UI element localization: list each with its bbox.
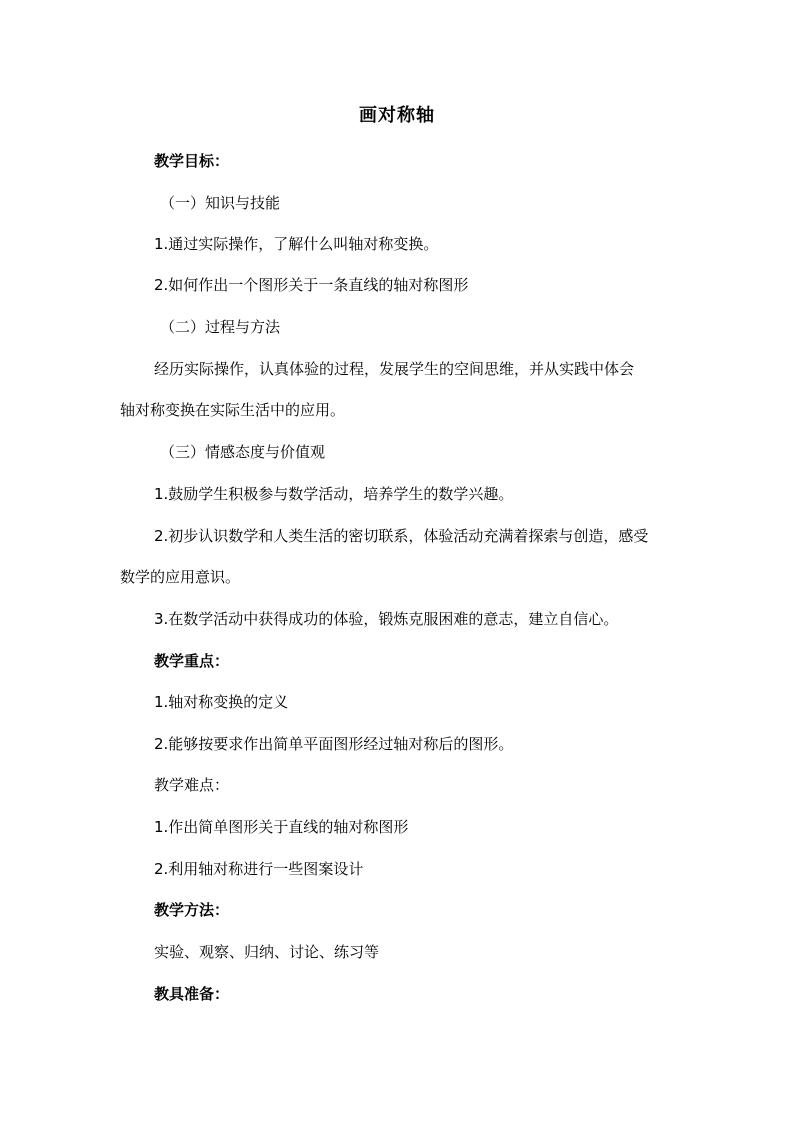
key-points-item-1: 1.轴对称变换的定义: [154, 693, 289, 711]
difficult-points-item-2: 2.利用轴对称进行一些图案设计: [154, 860, 364, 878]
materials-heading: 教具准备：: [154, 985, 230, 1003]
difficult-points-item-1: 1.作出简单图形关于直线的轴对称图形: [154, 818, 409, 836]
section3-item-1: 1.鼓励学生积极参与数学活动，培养学生的数学兴趣。: [154, 485, 514, 503]
key-points-item-2: 2.能够按要求作出简单平面图形经过轴对称后的图形。: [154, 735, 514, 753]
section1-heading: （一）知识与技能: [160, 194, 281, 212]
section2-paragraph-line-1: 经历实际操作，认真体验的过程，发展学生的空间思维，并从实践中体会: [154, 360, 635, 378]
document-title: 画对称轴: [359, 105, 435, 126]
difficult-points-heading: 教学难点：: [154, 776, 230, 794]
section1-item-2: 2.如何作出一个图形关于一条直线的轴对称图形: [154, 276, 469, 294]
section3-heading: （三）情感态度与价值观: [160, 443, 326, 461]
objectives-heading: 教学目标：: [154, 152, 230, 170]
section3-item-3: 3.在数学活动中获得成功的体验，锻炼克服困难的意志，建立自信心。: [154, 610, 619, 628]
section2-heading: （二）过程与方法: [160, 318, 281, 336]
section1-item-1: 1.通过实际操作，了解什么叫轴对称变换。: [154, 235, 439, 253]
section3-item-2-line-1: 2.初步认识数学和人类生活的密切联系，体验活动充满着探索与创造，感受: [154, 527, 649, 545]
section2-paragraph-line-2: 轴对称变换在实际生活中的应用。: [120, 401, 346, 419]
key-points-heading: 教学重点：: [154, 652, 230, 670]
methods-heading: 教学方法：: [154, 901, 230, 919]
section3-item-2-line-2: 数学的应用意识。: [120, 568, 241, 586]
methods-text: 实验、观察、归纳、讨论、练习等: [154, 943, 380, 961]
